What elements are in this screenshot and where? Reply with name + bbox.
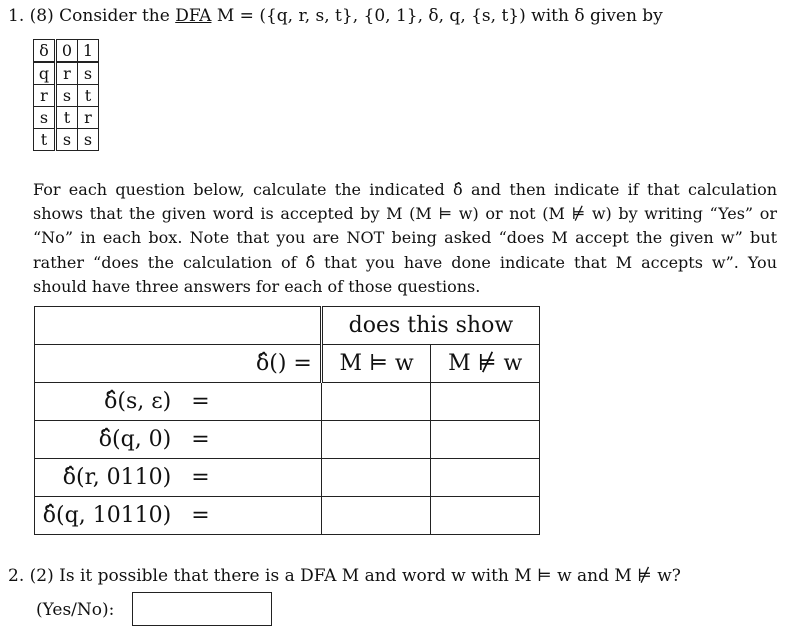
question-1-number: 1. xyxy=(8,6,25,26)
answer-row-expression: δ̂(q, 10110) xyxy=(35,497,178,535)
transition-cell: r xyxy=(78,107,99,129)
question-1-text-b: M = ({q, r, s, t}, {0, 1}, δ, q, {s, t}) with δ given by xyxy=(216,6,663,26)
transition-header-0: 0 xyxy=(56,40,78,63)
equals-sign: = xyxy=(191,465,210,490)
answer-row xyxy=(35,459,540,497)
transition-cell: s xyxy=(78,62,99,85)
equals-sign: = xyxy=(191,389,210,414)
answer-row-accept-cell[interactable] xyxy=(321,497,431,535)
transition-header-1: 1 xyxy=(78,40,99,63)
transition-cell: s xyxy=(56,129,78,151)
answer-header-spacer xyxy=(35,307,322,345)
answer-header-row xyxy=(35,345,540,383)
answer-header-does-this-show: does this show xyxy=(321,307,539,345)
question-2-answer-box[interactable] xyxy=(132,592,272,626)
answer-row-expression: δ̂(q, 0) xyxy=(35,421,178,459)
instructions-paragraph xyxy=(33,178,777,299)
answer-row-accept-cell[interactable] xyxy=(321,421,431,459)
answer-row-reject-cell[interactable] xyxy=(431,383,540,421)
equals-sign: = xyxy=(191,503,210,528)
answer-row-value[interactable] xyxy=(177,459,321,497)
answer-row-expression: δ̂(r, 0110) xyxy=(35,459,178,497)
answer-row-accept-cell[interactable] xyxy=(321,383,431,421)
answer-row-accept-cell[interactable] xyxy=(321,459,431,497)
answer-row xyxy=(35,421,540,459)
answer-header-reject: M ⊭ w xyxy=(431,345,540,383)
transition-cell: s xyxy=(56,85,78,107)
transition-row-s xyxy=(34,107,99,129)
answer-header-top-row xyxy=(35,307,540,345)
answer-row xyxy=(35,383,540,421)
transition-header-row xyxy=(34,40,99,63)
transition-cell: r xyxy=(56,62,78,85)
dfa-link[interactable]: DFA xyxy=(175,6,212,26)
question-2-text: Is it possible that there is a DFA M and word w with M ⊨ w and M ⊭ w? xyxy=(59,566,681,586)
transition-table xyxy=(33,39,99,151)
transition-state: q xyxy=(34,62,56,85)
question-2-answer-label: (Yes/No): xyxy=(36,600,115,620)
transition-row-q xyxy=(34,62,99,85)
question-1-heading xyxy=(8,6,663,26)
transition-state: r xyxy=(34,85,56,107)
answer-row-reject-cell[interactable] xyxy=(431,459,540,497)
answer-header-accept: M ⊨ w xyxy=(321,345,431,383)
answer-row-reject-cell[interactable] xyxy=(431,497,540,535)
question-2-number: 2. xyxy=(8,566,25,586)
answer-row-value[interactable] xyxy=(177,421,321,459)
transition-cell: s xyxy=(78,129,99,151)
question-2-heading xyxy=(8,566,681,586)
transition-row-r xyxy=(34,85,99,107)
equals-sign: = xyxy=(191,427,210,452)
instructions-text: For each question below, calculate the indicated δ̂ and then indicate if that calculation shows that the given word is accepted by M (M ⊨ w) or not (M ⊭ w) by writing “Yes” or “No” in each box. Note that you are NOT being asked “does M accept the given w” but rather “does the calculation of δ̂ that you have done indicate that M accepts w”. You should have three answers for each of those questions. xyxy=(33,180,777,296)
question-1-points: (8) xyxy=(29,6,54,26)
answer-row-reject-cell[interactable] xyxy=(431,421,540,459)
transition-cell: t xyxy=(56,107,78,129)
answer-row-value[interactable] xyxy=(177,497,321,535)
transition-state: t xyxy=(34,129,56,151)
answer-table xyxy=(34,306,540,535)
transition-cell: t xyxy=(78,85,99,107)
question-2-points: (2) xyxy=(29,566,54,586)
answer-row-expression: δ̂(s, ε) xyxy=(35,383,178,421)
transition-row-t xyxy=(34,129,99,151)
answer-header-delta: δ̂() = xyxy=(35,345,322,383)
answer-row-value[interactable] xyxy=(177,383,321,421)
answer-row xyxy=(35,497,540,535)
transition-state: s xyxy=(34,107,56,129)
transition-header-delta: δ xyxy=(34,40,56,63)
question-1-text-a: Consider the xyxy=(59,6,170,26)
